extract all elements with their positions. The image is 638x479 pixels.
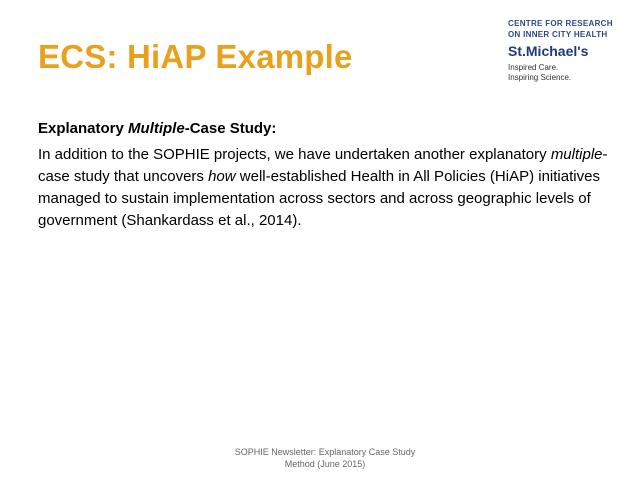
footer-line-1: SOPHIE Newsletter: Explanatory Case Study [234,447,416,457]
subheading-part-2: -Case Study: [184,120,277,137]
logo-tagline-1: Inspired Care. [508,63,559,72]
logo-tagline-2: Inspiring Science. [508,73,572,82]
paragraph-segment-3: well-established Health in All Policies (HiAP) initiatives managed to sustain implementation across sectors and across geographic levels of government (Shankardass et al., 2014). [38,168,600,229]
footer-line-2: Method (June 2015) [284,459,366,469]
slide-title: ECS: HiAP Example [38,38,353,75]
logo-line-2: ON INNER CITY HEALTH [508,30,608,39]
subheading-italic: Multiple [128,120,185,137]
paragraph-segment-1: In addition to the SOPHIE projects, we have undertaken another explanatory [38,146,551,163]
logo-line-1: CENTRE FOR RESEARCH [508,19,613,28]
subheading [38,120,276,137]
body-paragraph [38,144,608,232]
slide-footer [200,446,450,470]
subheading-part-1: Explanatory [38,120,129,137]
paragraph-italic-2: how [208,168,236,185]
st-michaels-logo [508,18,618,83]
paragraph-segment-2: -case study that uncovers [38,146,608,185]
logo-brand: St.Michael's [508,43,589,59]
paragraph-italic-1: multiple [550,146,603,163]
